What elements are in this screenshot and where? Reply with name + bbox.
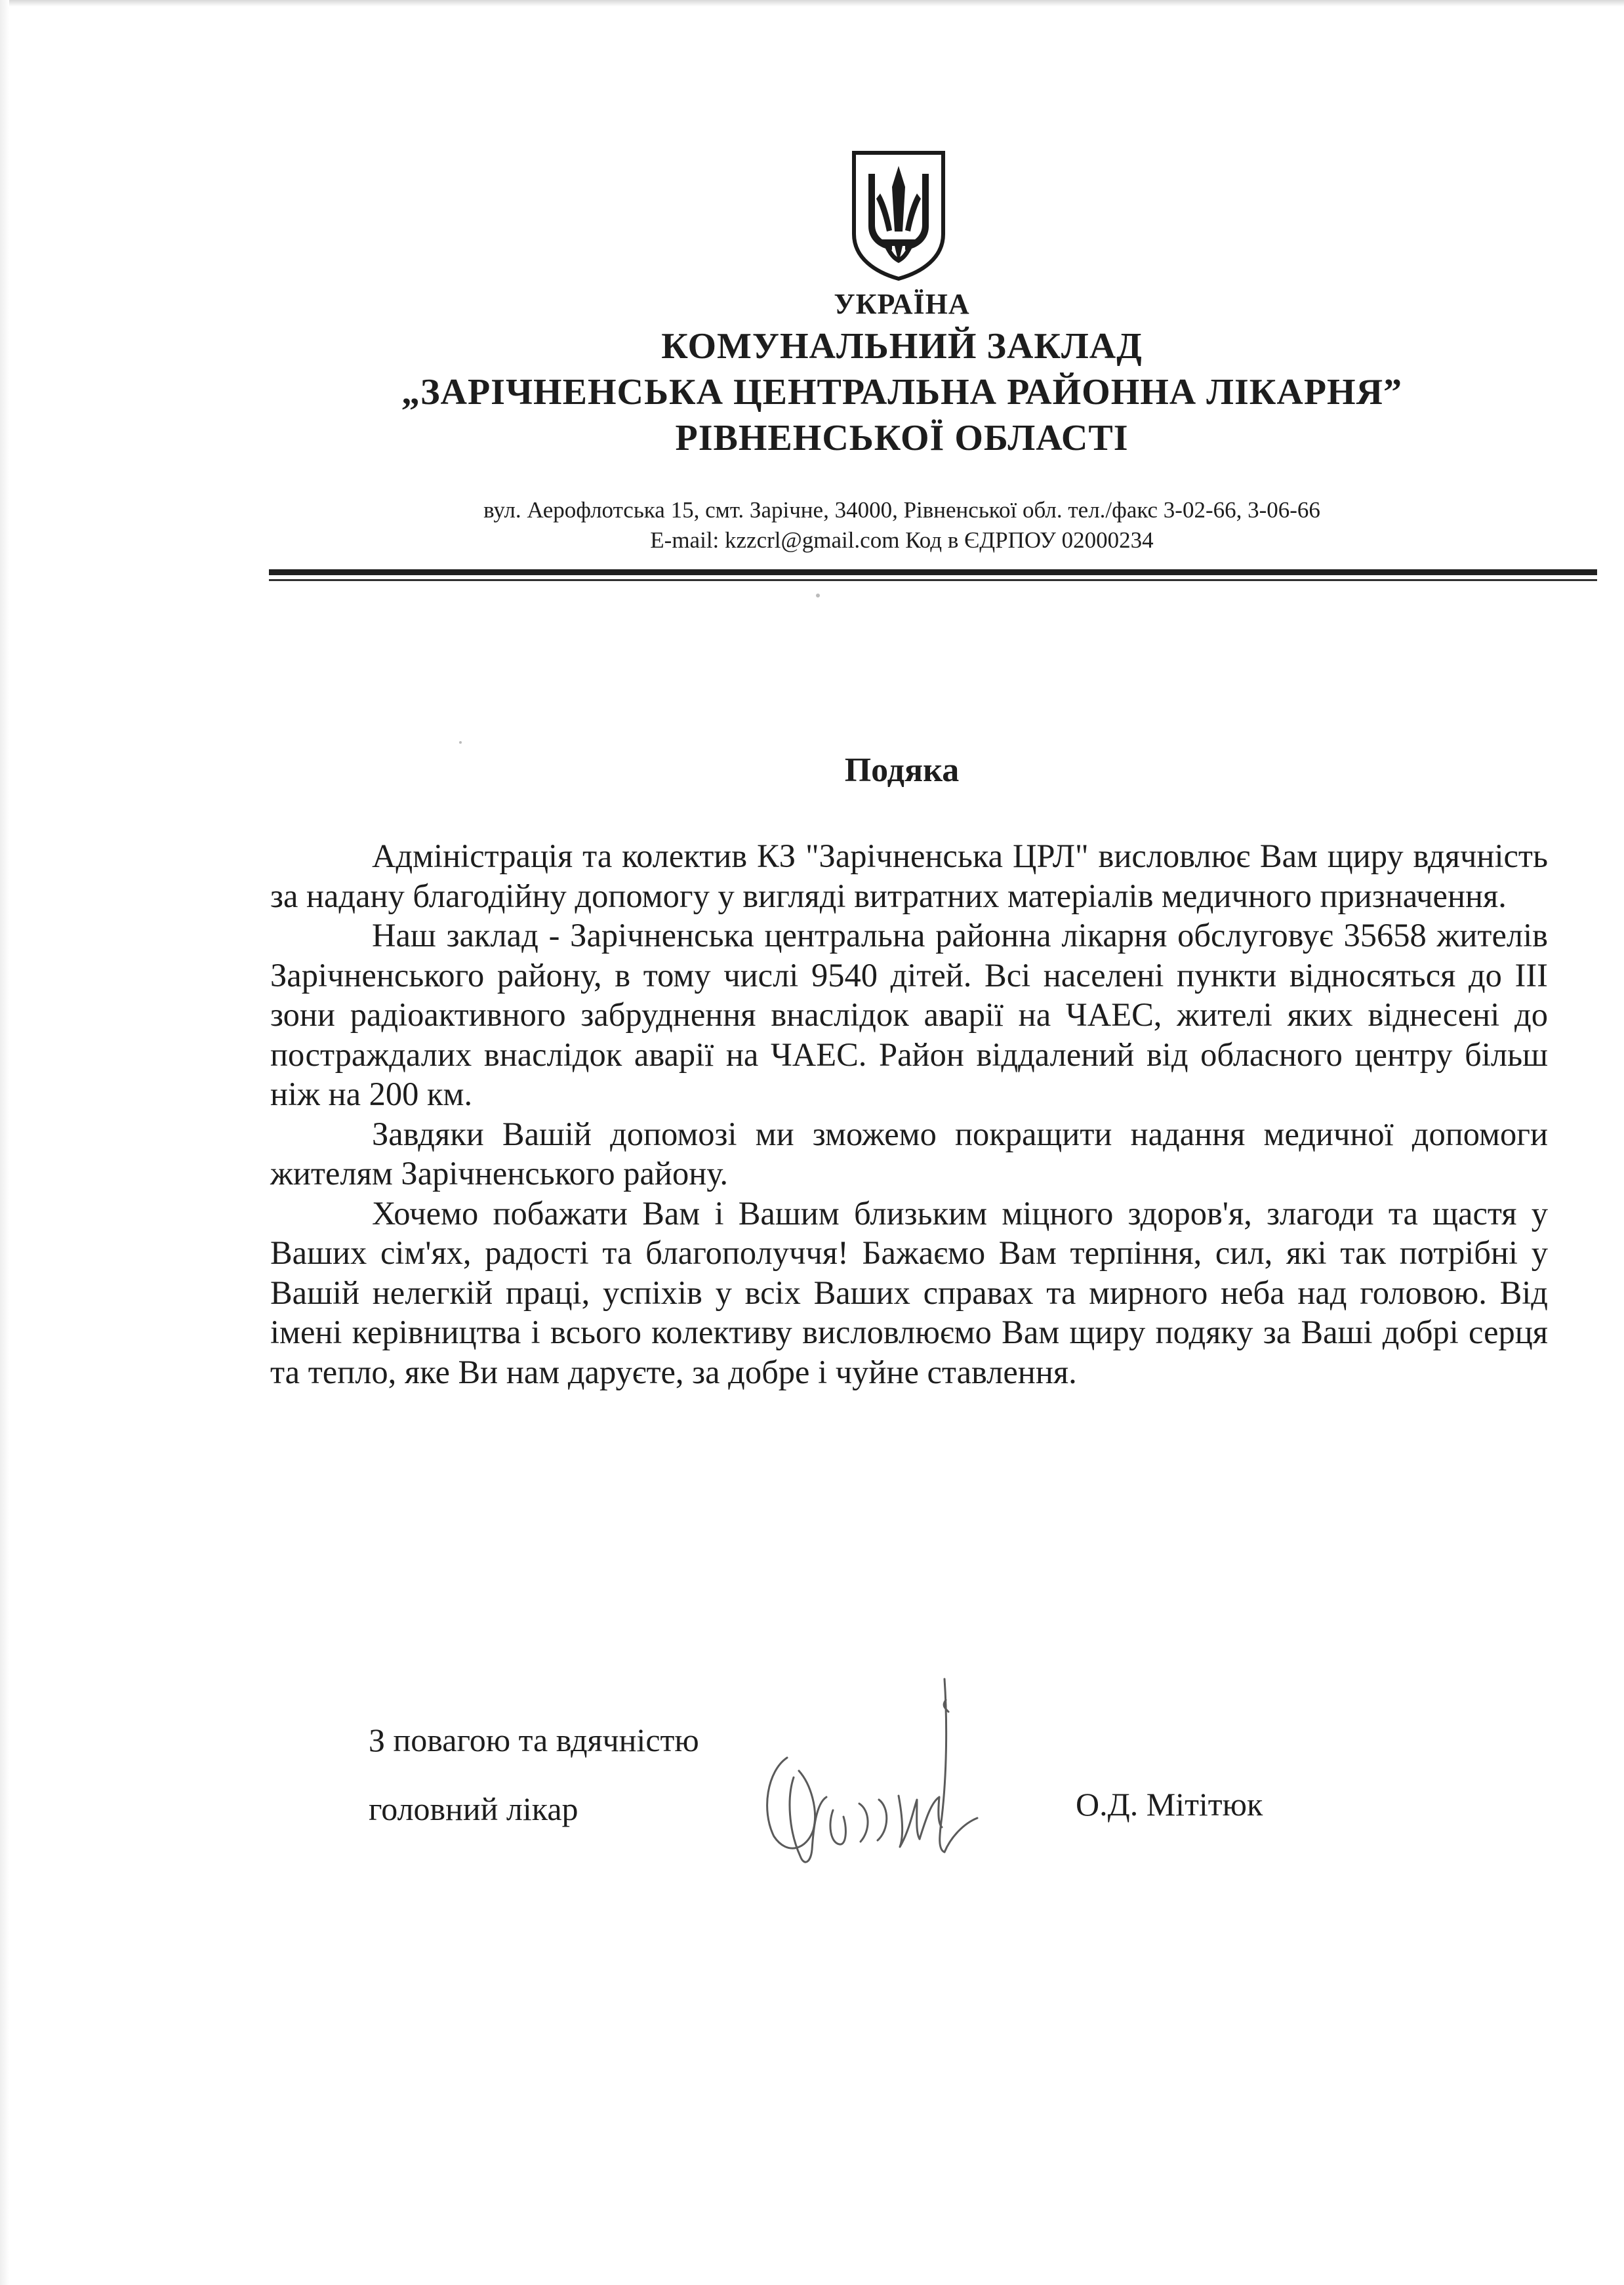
body-paragraph-3: Завдяки Вашій допомозі ми зможемо покращити надання медичної допомоги жителям Зарічненського району. — [270, 1115, 1548, 1192]
trident-coat-of-arms-icon — [846, 148, 951, 282]
address-line: вул. Аерофлотська 15, смт. Зарічне, 34000, Рівненської обл. тел./факс 3-02-66, 3-06-66 — [483, 497, 1320, 523]
body-paragraph-1: Адміністрація та колектив КЗ "Зарічненська ЦРЛ" висловлює Вам щиру вдячність за надану благодійну допомогу у вигляді витратних матеріалів медичного призначення. — [270, 838, 1548, 914]
letterhead — [249, 285, 1554, 461]
scan-speck — [816, 594, 820, 597]
letterhead-address — [249, 495, 1554, 556]
letterhead-country: УКРАЇНА — [834, 288, 970, 320]
letterhead-org-region: РІВНЕНСЬКОЇ ОБЛАСТІ — [675, 418, 1129, 458]
closing-phrase: З повагою та вдячністю — [369, 1722, 699, 1758]
body-paragraph-4: Хочемо побажати Вам і Вашим близьким міцного здоров'я, злагоди та щастя у Ваших сім'ях, радості та благополуччя! Бажаємо Вам терпіння, сил, які так потрібні у Вашій нелегкій праці, успіхів у всіх Ваших справах та мирного неба над головою. Від імені керівництва і всього колективу висловлюємо Вам щиру подяку за Ваші добрі серця та тепло, яке Ви нам даруєте, за добре і чуйне ставлення. — [270, 1194, 1548, 1390]
letterhead-org-type: КОМУНАЛЬНИЙ ЗАКЛАД — [661, 326, 1143, 367]
scan-edge-left — [0, 0, 9, 2285]
handwritten-signature — [748, 1640, 1023, 1902]
letterhead-divider-thick — [269, 569, 1597, 575]
contact-line: E-mail: kzzcrl@gmail.com Код в ЄДРПОУ 02000234 — [650, 527, 1154, 553]
body-paragraph-2: Наш заклад - Зарічненська центральна районна лікарня обслуговує 35658 жителів Зарічненського району, в тому числі 9540 дітей. Всі населені пункти відносяться до ІІІ зони радіоактивного забруднення внаслідок аварії на ЧАЕС, жителі яких віднесені до постраждалих внаслідок аварії на ЧАЕС. Район віддалений від обласного центру більш ніж на 200 км. — [270, 917, 1548, 1112]
signer-name: О.Д. Мітітюк — [1076, 1786, 1263, 1823]
letterhead-org-name: „ЗАРІЧНЕНСЬКА ЦЕНТРАЛЬНА РАЙОННА ЛІКАРНЯ” — [401, 372, 1403, 413]
scan-edge-top — [0, 0, 1624, 7]
signer-role: головний лікар — [369, 1790, 579, 1827]
document-title: Подяка — [844, 752, 960, 789]
scan-speck — [459, 741, 462, 744]
letter-body — [270, 836, 1548, 1392]
letterhead-divider-thin — [269, 579, 1597, 581]
